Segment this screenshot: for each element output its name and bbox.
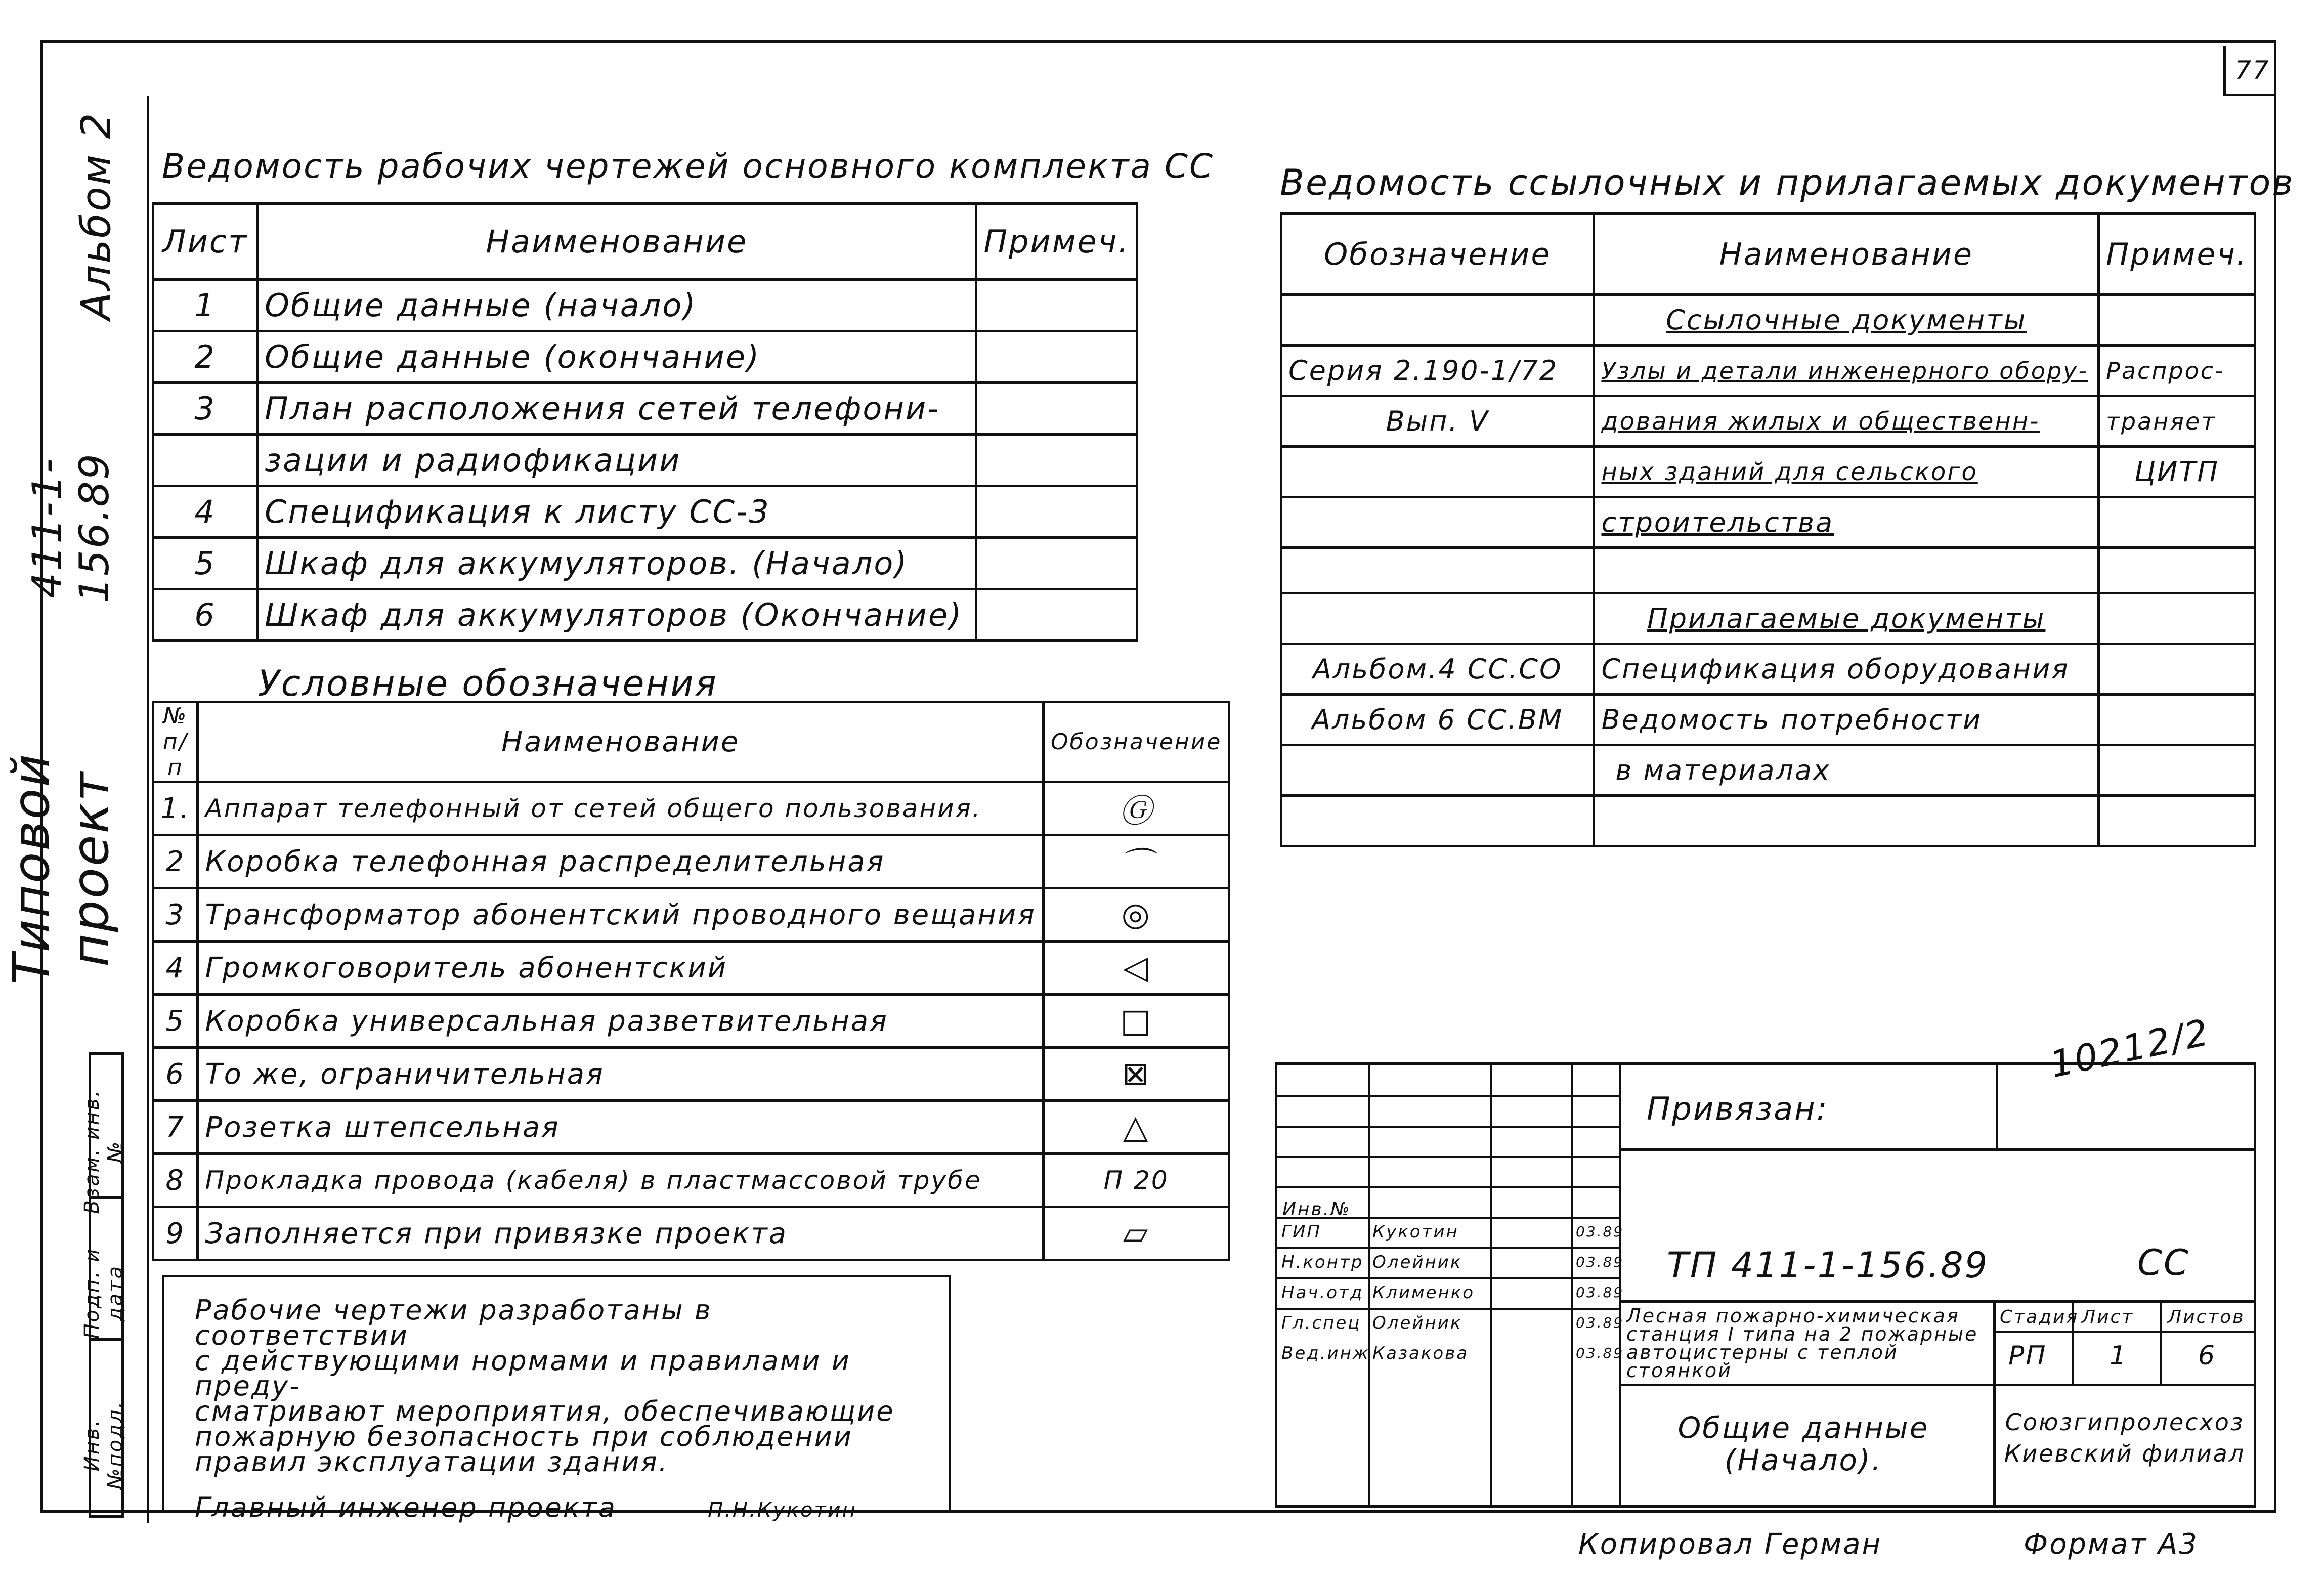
loudspeaker-symbol-icon: ◁ [1044, 942, 1229, 995]
reference-code [1281, 447, 1594, 497]
references-table [1280, 212, 2256, 847]
legend-number: 8 [153, 1154, 198, 1207]
drawing-name: План расположения сетей телефони- [257, 383, 976, 435]
legend-header-symbol: Обозначение [1044, 702, 1229, 782]
drawing-name: зации и радиофикации [257, 435, 976, 486]
reference-note [2099, 295, 2255, 346]
signature-row [1277, 1277, 1624, 1308]
page-number: 77 [2235, 56, 2270, 85]
table-row [1281, 745, 2255, 796]
reference-name [1594, 548, 2099, 593]
side-album-label: Альбом 2 [72, 111, 120, 320]
table-row [153, 331, 1137, 383]
reference-name: Узлы и детали инженерного обору- [1594, 346, 2099, 396]
signature-row [1277, 1247, 1624, 1277]
note-line: с действующими нормами и правилами и преду- [195, 1345, 851, 1402]
side-project-code: 411-1-156.89 [24, 452, 118, 603]
reference-name: дования жилых и общественн- [1594, 396, 2099, 447]
signature-date: 03.89 [1576, 1254, 1624, 1270]
drawing-name: Спецификация к листу СС-3 [257, 486, 976, 538]
reference-name [1594, 796, 2099, 846]
legend-title: Условные обозначения [258, 663, 718, 704]
legend-number: 7 [153, 1101, 198, 1154]
table-row [153, 1154, 1229, 1207]
drawing-name: Общие данные (начало) [257, 280, 976, 331]
reference-name: Прилагаемые документы [1594, 593, 2099, 644]
signature-date: 03.89 [1576, 1284, 1624, 1301]
fill-in-symbol-icon: ▱ [1044, 1207, 1229, 1260]
legend-number: 3 [153, 888, 198, 942]
reference-code [1281, 497, 1594, 548]
drawings-header-sheet: Лист [153, 204, 257, 280]
drawings-header-name: Наименование [257, 204, 976, 280]
drawing-note [976, 331, 1137, 383]
drawing-note [976, 486, 1137, 538]
note-line: правил эксплуатации здания. [195, 1446, 669, 1478]
table-row [153, 942, 1229, 995]
sheet-value: 1 [2110, 1341, 2128, 1371]
inv-cell-2: Подп. и дата [80, 1247, 127, 1339]
table-row [1281, 796, 2255, 846]
legend-name: Коробка телефонная распределительная [198, 835, 1044, 888]
handwritten-number: 10212/2 [2046, 1010, 2214, 1086]
transformer-symbol-icon: ◎ [1044, 888, 1229, 942]
reference-code: Серия 2.190-1/72 [1281, 346, 1594, 396]
references-title: Ведомость ссылочных и прилагаемых документов [1280, 162, 2295, 203]
title-block [1275, 1062, 2256, 1508]
references-header-note: Примеч. [2099, 214, 2255, 295]
project-code: ТП 411-1-156.89 [1667, 1245, 1989, 1286]
legend-header-number: № п/п [153, 702, 198, 782]
references-header-name: Наименование [1594, 214, 2099, 295]
signature-role: Нач.отд [1281, 1282, 1364, 1303]
reference-name: строительства [1594, 497, 2099, 548]
signature-role: Гл.спец [1281, 1313, 1361, 1333]
signature-date: 03.89 [1576, 1345, 1624, 1361]
legend-number: 5 [153, 995, 198, 1048]
legend-number: 4 [153, 942, 198, 995]
reference-note [2099, 796, 2255, 846]
format-label: Формат А3 [2024, 1528, 2199, 1561]
table-row [153, 835, 1229, 888]
signature-name: Олейник [1372, 1252, 1462, 1272]
object-name: Лесная пожарно-химическая станция I типа на 2 пожарные автоцистерны с теплой стоянкой [1626, 1305, 1978, 1382]
drawing-sheet: 5 [153, 538, 257, 589]
stage-value: РП [2008, 1341, 2047, 1371]
drawing-sheet: 3 [153, 383, 257, 435]
table-row [1281, 548, 2255, 593]
table-row [153, 538, 1137, 589]
signature-role: Вед.инж [1281, 1343, 1370, 1363]
reference-name: Спецификация оборудования [1594, 644, 2099, 695]
note-line: сматривают мероприятия, обеспечивающие [195, 1395, 895, 1427]
drawing-note [976, 538, 1137, 589]
drawing-note [976, 435, 1137, 486]
legend-name: Аппарат телефонный от сетей общего пользования. [198, 782, 1044, 835]
reference-note: траняет [2099, 396, 2255, 447]
organization: Союзгипролесхоз Киевский филиал [2004, 1408, 2246, 1467]
distribution-box-symbol-icon: ⌒ [1044, 835, 1229, 888]
reference-code [1281, 745, 1594, 796]
signature-name: Олейник [1372, 1313, 1462, 1333]
table-row [1281, 497, 2255, 548]
drawing-note [976, 383, 1137, 435]
legend-number: 6 [153, 1048, 198, 1101]
table-row [1281, 295, 2255, 346]
limiting-box-symbol-icon: ⊠ [1044, 1048, 1229, 1101]
legend-name: Розетка штепсельная [198, 1101, 1044, 1154]
reference-name: Ведомость потребности [1594, 695, 2099, 745]
reference-note: ЦИТП [2099, 447, 2255, 497]
drawing-note [976, 280, 1137, 331]
page-number-box [2223, 46, 2274, 96]
reference-code [1281, 295, 1594, 346]
table-row [1281, 396, 2255, 447]
side-project-type: Типовой проект [2, 752, 120, 985]
sheet-label: Лист [2082, 1307, 2134, 1328]
sheets-value: 6 [2198, 1341, 2217, 1371]
table-row [1281, 447, 2255, 497]
references-header-code: Обозначение [1281, 214, 1594, 295]
drawing-sheet: 1 [153, 280, 257, 331]
reference-note [2099, 497, 2255, 548]
reference-note [2099, 644, 2255, 695]
drawing-note [976, 589, 1137, 641]
legend-header-name: Наименование [198, 702, 1044, 782]
drawings-table [152, 202, 1138, 642]
legend-name: Трансформатор абонентский проводного вещания [198, 888, 1044, 942]
reference-note [2099, 548, 2255, 593]
drawings-title: Ведомость рабочих чертежей основного комплекта СС [162, 147, 1215, 186]
table-row [153, 782, 1229, 835]
table-row [153, 888, 1229, 942]
legend-name: Громкоговоритель абонентский [198, 942, 1044, 995]
table-row [153, 1101, 1229, 1154]
drawing-name: Общие данные (окончание) [257, 331, 976, 383]
table-row [1281, 644, 2255, 695]
legend-number: 9 [153, 1207, 198, 1260]
reference-note [2099, 695, 2255, 745]
signature-name: Казакова [1372, 1343, 1469, 1363]
inv-cell-1: Инв. №подл. [80, 1400, 127, 1490]
reference-code [1281, 548, 1594, 593]
legend-number: 2 [153, 835, 198, 888]
table-row [153, 280, 1137, 331]
project-mark: СС [2137, 1242, 2190, 1283]
legend-name: Прокладка провода (кабеля) в пластмассовой трубе [198, 1154, 1044, 1207]
legend-name: Заполняется при привязке проекта [198, 1207, 1044, 1260]
signature-name: Кукотин [1372, 1222, 1459, 1242]
signature-row [1277, 1217, 1624, 1247]
signature-row [1277, 1308, 1624, 1338]
signature-row [1277, 1338, 1624, 1368]
reference-name: ных зданий для сельского [1594, 447, 2099, 497]
signature-role: ГИП [1281, 1222, 1321, 1242]
bound-label: Привязан: [1647, 1090, 1829, 1127]
legend-number: 1. [153, 782, 198, 835]
note-line: Рабочие чертежи разработаны в соответствии [195, 1294, 712, 1351]
table-row [1281, 695, 2255, 745]
drawing-name: Шкаф для аккумуляторов (Окончание) [257, 589, 976, 641]
reference-name: в материалах [1594, 745, 2099, 796]
reference-code: Альбом.4 СС.СО [1281, 644, 1594, 695]
socket-symbol-icon: △ [1044, 1101, 1229, 1154]
reference-note [2099, 745, 2255, 796]
table-row [153, 1048, 1229, 1101]
reference-name: Ссылочные документы [1594, 295, 2099, 346]
reference-code: Вып. V [1281, 396, 1594, 447]
legend-name: То же, ограничительная [198, 1048, 1044, 1101]
note-line: пожарную безопасность при соблюдении [195, 1421, 853, 1452]
signature-date: 03.89 [1576, 1223, 1624, 1240]
drawings-header-note: Примеч. [976, 204, 1137, 280]
signature-role: Н.контр [1281, 1252, 1364, 1272]
table-row [153, 383, 1137, 435]
stage-label: Стадия [2000, 1307, 2079, 1328]
inv-number-label: Инв.№ [1282, 1199, 1351, 1220]
drawing-sheet: 6 [153, 589, 257, 641]
junction-box-symbol-icon: □ [1044, 995, 1229, 1048]
reference-code: Альбом 6 СС.ВМ [1281, 695, 1594, 745]
table-row [1281, 593, 2255, 644]
chief-engineer-name: П.Н.Кукотин [708, 1499, 857, 1522]
notes-box [162, 1275, 951, 1523]
copied-by: Копировал Герман [1578, 1528, 1882, 1561]
drawing-name: Шкаф для аккумуляторов. (Начало) [257, 538, 976, 589]
drawing-sheet: 2 [153, 331, 257, 383]
telephone-symbol-icon: Ⓖ [1044, 782, 1229, 835]
sheets-label: Листов [2168, 1307, 2245, 1328]
reference-code [1281, 593, 1594, 644]
chief-engineer-label: Главный инженер проекта [195, 1491, 617, 1523]
inv-cell-3: Взам. инв. № [80, 1089, 127, 1214]
reference-note: Распрос- [2099, 346, 2255, 396]
sheet-title: Общие данные (Начало). [1677, 1410, 1929, 1477]
table-row [1281, 346, 2255, 396]
signature-date: 03.89 [1576, 1314, 1624, 1331]
reference-code [1281, 796, 1594, 846]
drawing-sheet [153, 435, 257, 486]
drawing-sheet: 4 [153, 486, 257, 538]
legend-table [152, 701, 1230, 1261]
legend-name: Коробка универсальная разветвительная [198, 995, 1044, 1048]
table-row [153, 995, 1229, 1048]
table-row [153, 589, 1137, 641]
reference-note [2099, 593, 2255, 644]
pipe-symbol-icon: П 20 [1044, 1154, 1229, 1207]
table-row [153, 1207, 1229, 1260]
signature-name: Клименко [1372, 1282, 1475, 1303]
table-row [153, 435, 1137, 486]
table-row [153, 486, 1137, 538]
